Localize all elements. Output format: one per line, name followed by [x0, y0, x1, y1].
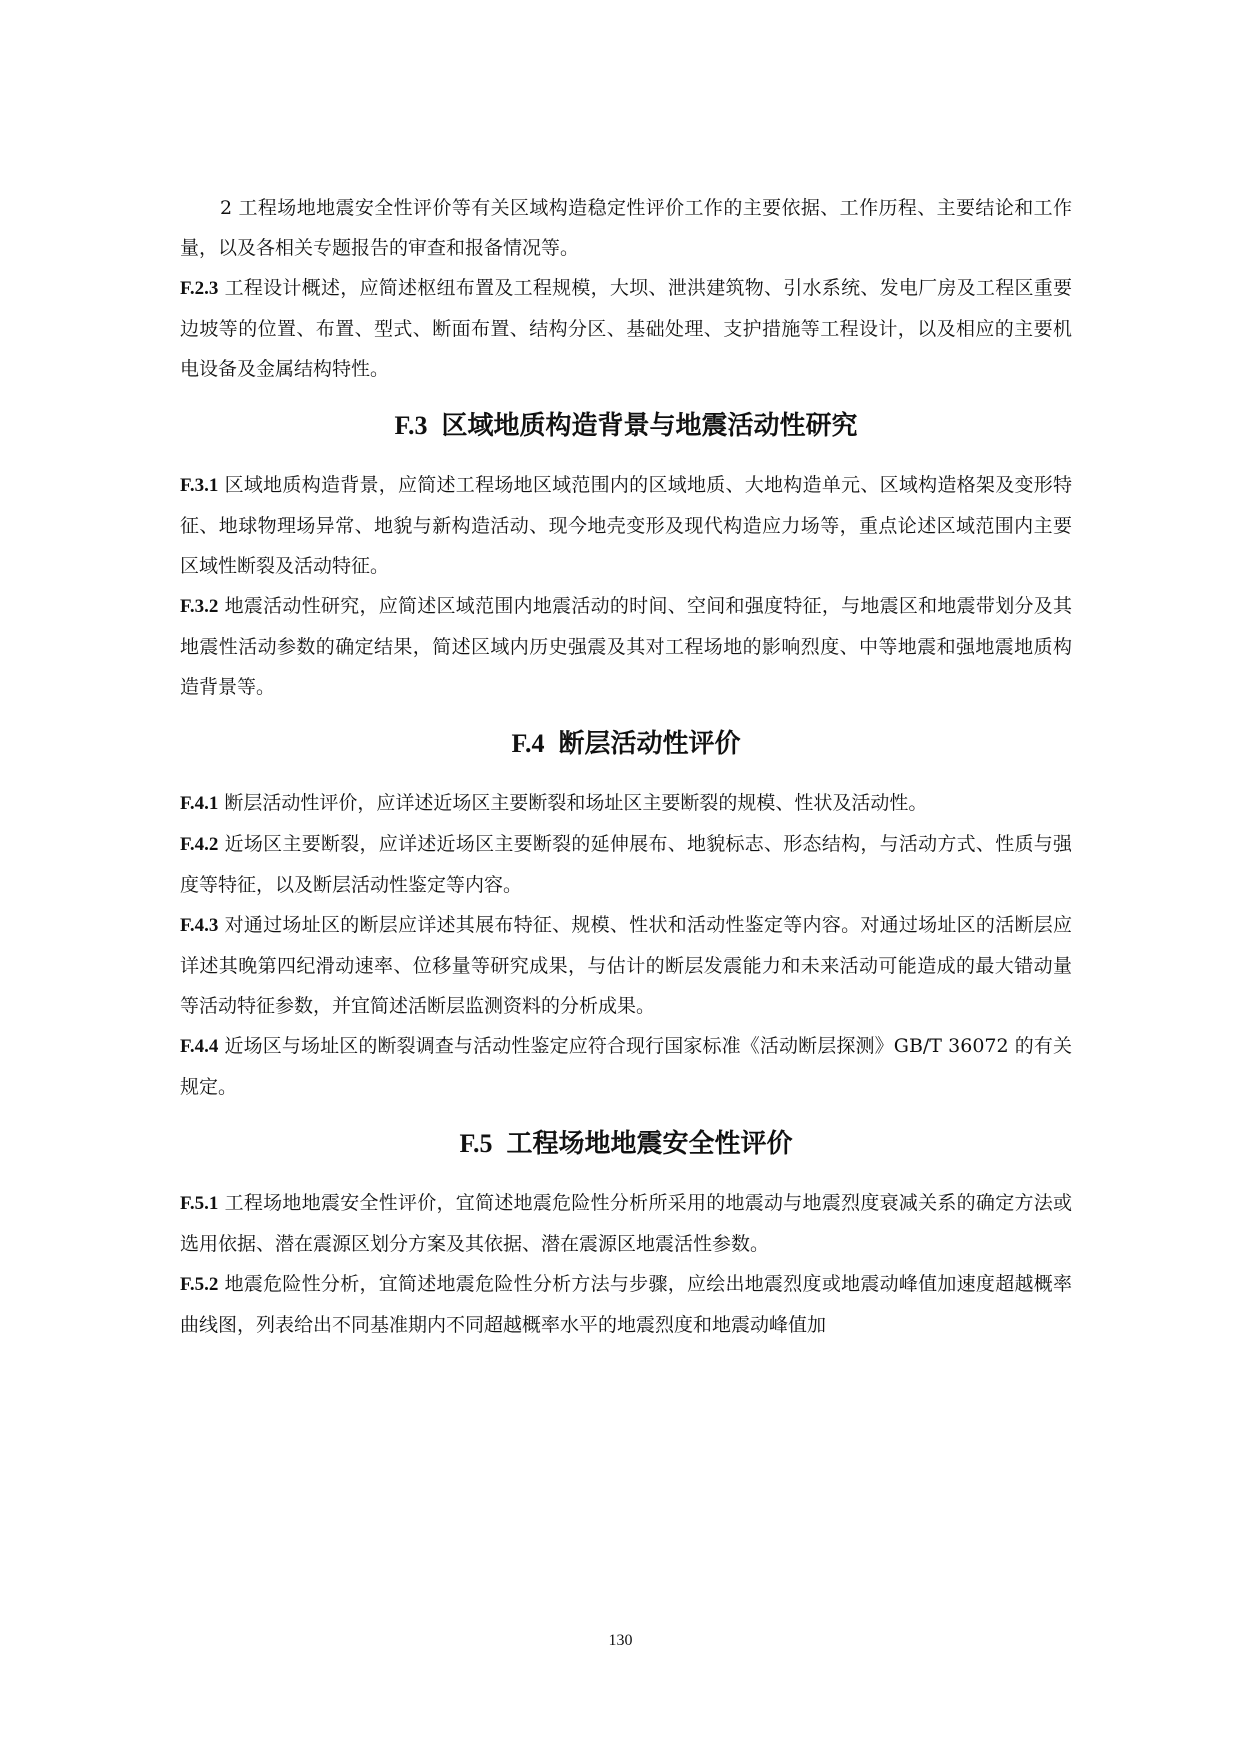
clause-number: F.2.3: [180, 278, 219, 299]
section-number: F.4: [511, 729, 545, 758]
clause-f-2-3: [180, 268, 1072, 389]
clause-f-3-2: [180, 586, 1072, 707]
section-number: F.5: [459, 1129, 493, 1158]
section-heading-f-3: [180, 401, 1072, 451]
clause-number: F.4.3: [180, 915, 219, 936]
section-title: 断层活动性评价: [558, 729, 741, 759]
clause-f-4-3: [180, 905, 1072, 1026]
clause-f-4-1: [180, 783, 1072, 824]
page-number: 130: [608, 1632, 633, 1649]
clause-f-5-1: [180, 1183, 1072, 1264]
paragraph-text: 2 工程场地地震安全性评价等有关区域构造稳定性评价工作的主要依据、工作历程、主要结论和工作量，以及各相关专题报告的审查和报备情况等。: [180, 197, 1072, 259]
clause-f-5-2: [180, 1264, 1072, 1345]
clause-text: 对通过场址区的断层应详述其展布特征、规模、性状和活动性鉴定等内容。对通过场址区的活断层应详述其晚第四纪滑动速率、位移量等研究成果，与估计的断层发震能力和未来活动可能造成的最大错动量等活动特征参数，并宜简述活断层监测资料的分析成果。: [180, 914, 1072, 1017]
clause-f-3-1: [180, 465, 1072, 586]
clause-text: 地震活动性研究，应简述区域范围内地震活动的时间、空间和强度特征，与地震区和地震带划分及其地震性活动参数的确定结果，简述区域内历史强震及其对工程场地的影响烈度、中等地震和强地震地质构造背景等。: [180, 595, 1072, 698]
document-body: [180, 188, 1072, 1345]
clause-number: F.5.1: [180, 1193, 219, 1214]
section-title: 区域地质构造背景与地震活动性研究: [441, 411, 858, 441]
section-number: F.3: [394, 411, 428, 440]
clause-text: 工程设计概述，应简述枢纽布置及工程规模，大坝、泄洪建筑物、引水系统、发电厂房及工程区重要边坡等的位置、布置、型式、断面布置、结构分区、基础处理、支护措施等工程设计，以及相应的主要机电设备及金属结构特性。: [180, 277, 1072, 380]
clause-number: F.5.2: [180, 1274, 219, 1295]
clause-text: 近场区主要断裂，应详述近场区主要断裂的延伸展布、地貌标志、形态结构，与活动方式、性质与强度等特征，以及断层活动性鉴定等内容。: [180, 833, 1072, 896]
section-title: 工程场地地震安全性评价: [506, 1129, 793, 1159]
clause-number: F.4.1: [180, 793, 219, 814]
clause-number: F.3.2: [180, 596, 219, 617]
section-heading-f-4: [180, 719, 1072, 769]
paragraph-f-2-2-item-2: [180, 188, 1072, 268]
clause-text: 断层活动性评价，应详述近场区主要断裂和场址区主要断裂的规模、性状及活动性。: [224, 792, 928, 814]
section-heading-f-5: [180, 1119, 1072, 1169]
clause-text: 区域地质构造背景，应简述工程场地区域范围内的区域地质、大地构造单元、区域构造格架及变形特征、地球物理场异常、地貌与新构造活动、现今地壳变形及现代构造应力场等，重点论述区域范围内主要区域性断裂及活动特征。: [180, 474, 1072, 577]
clause-text: 近场区与场址区的断裂调查与活动性鉴定应符合现行国家标准《活动断层探测》GB/T 36072 的有关规定。: [180, 1035, 1072, 1098]
clause-number: F.3.1: [180, 475, 219, 496]
clause-number: F.4.2: [180, 834, 219, 855]
clause-f-4-2: [180, 824, 1072, 905]
clause-number: F.4.4: [180, 1036, 219, 1057]
clause-text: 工程场地地震安全性评价，宜简述地震危险性分析所采用的地震动与地震烈度衰减关系的确定方法或选用依据、潜在震源区划分方案及其依据、潜在震源区地震活性参数。: [180, 1192, 1072, 1255]
clause-f-4-4: [180, 1026, 1072, 1107]
clause-text: 地震危险性分析，宜简述地震危险性分析方法与步骤，应绘出地震烈度或地震动峰值加速度超越概率曲线图，列表给出不同基准期内不同超越概率水平的地震烈度和地震动峰值加: [180, 1273, 1072, 1336]
